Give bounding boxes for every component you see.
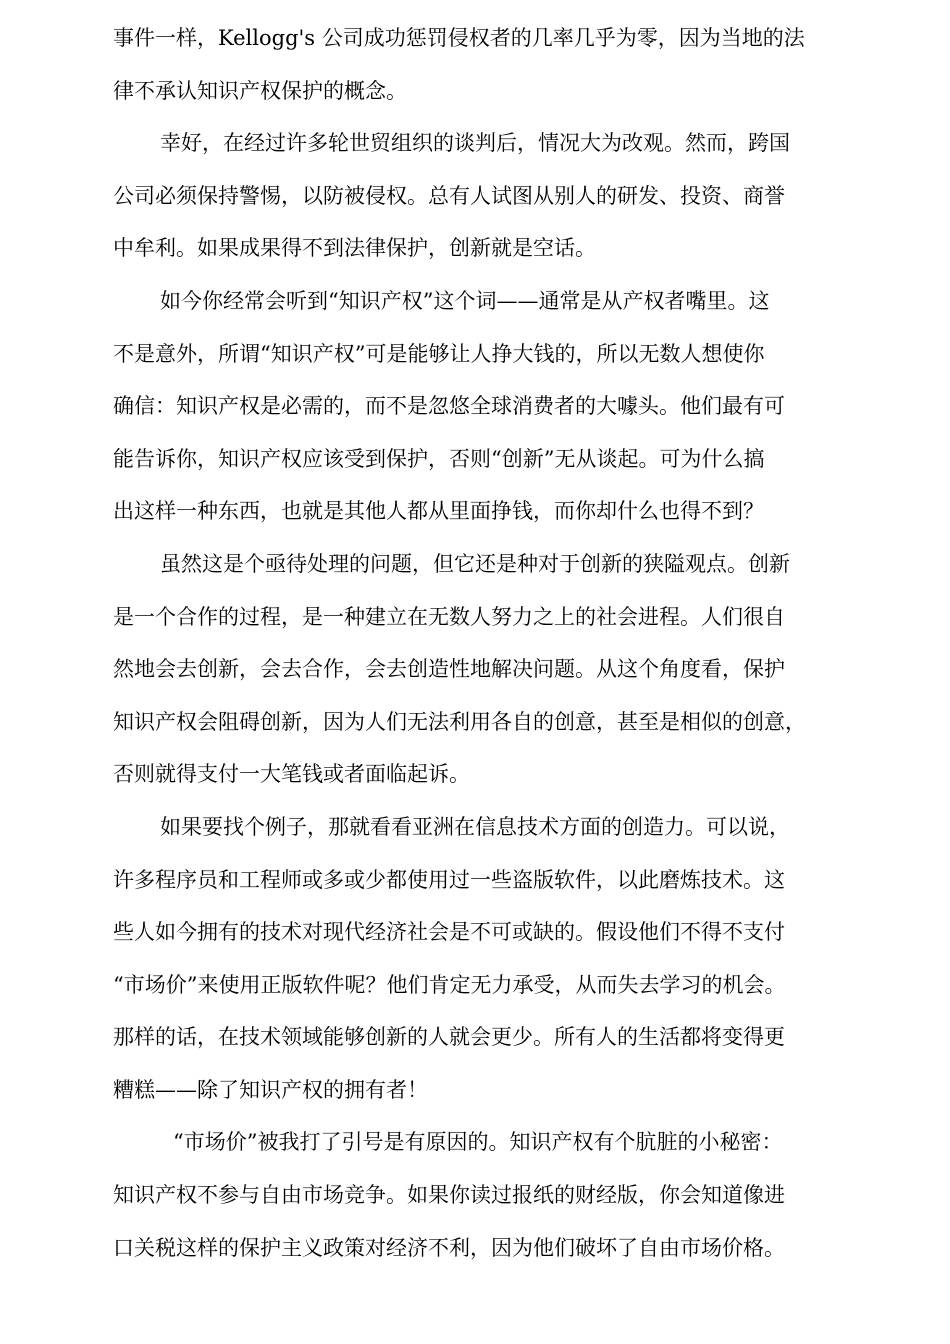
text-line: 律不承认知识产权保护的概念。: [113, 78, 407, 103]
text-line: 口关税这样的保护主义政策对经济不利，因为他们破坏了自由市场价格。: [113, 1235, 785, 1260]
text-line: 不是意外，所谓“知识产权”可是能够让人挣大钱的，所以无数人想使你: [113, 341, 765, 366]
text-line: 许多程序员和工程师或多或少都使用过一些盗版软件，以此磨炼技术。这: [113, 867, 785, 892]
text-line: 能告诉你，知识产权应该受到保护，否则“创新”无从谈起。可为什么搞: [113, 446, 765, 471]
text-line: 公司必须保持警惕，以防被侵权。总有人试图从别人的研发、投资、商誉: [113, 183, 785, 208]
text-line: 知识产权不参与自由市场竞争。如果你读过报纸的财经版，你会知道像进: [113, 1183, 785, 1208]
text-line: 中牟利。如果成果得不到法律保护，创新就是空话。: [113, 236, 596, 261]
text-line: “市场价”被我打了引号是有原因的。知识产权有个肮脏的小秘密：: [173, 1130, 783, 1155]
text-line: 否则就得支付一大笔钱或者面临起诉。: [113, 762, 470, 787]
text-line: 糟糕——除了知识产权的拥有者！: [113, 1077, 428, 1102]
text-line: 些人如今拥有的技术对现代经济社会是不可或缺的。假设他们不得不支付: [113, 920, 785, 945]
text-line: 事件一样，Kellogg's 公司成功惩罚侵权者的几率几乎为零，因为当地的法: [113, 26, 805, 50]
body-text: [113, 12, 853, 1274]
text-line: 知识产权会阻碍创新，因为人们无法利用各自的创意，甚至是相似的创意，: [113, 709, 806, 734]
text-line: 确信：知识产权是必需的，而不是忽悠全球消费者的大噱头。他们最有可: [113, 394, 785, 419]
text-line: 是一个合作的过程，是一种建立在无数人努力之上的社会进程。人们很自: [113, 604, 785, 629]
text-line: 那样的话，在技术领域能够创新的人就会更少。所有人的生活都将变得更: [113, 1025, 785, 1050]
text-line: 幸好，在经过许多轮世贸组织的谈判后，情况大为改观。然而，跨国: [160, 131, 790, 156]
text-line: 出这样一种东西，也就是其他人都从里面挣钱，而你却什么也得不到？: [113, 499, 764, 524]
text-line: 虽然这是个亟待处理的问题，但它还是种对于创新的狭隘观点。创新: [160, 551, 790, 576]
text-line: 然地会去创新，会去合作，会去创造性地解决问题。从这个角度看，保护: [113, 657, 785, 682]
text-line: “市场价”来使用正版软件呢？他们肯定无力承受，从而失去学习的机会。: [113, 972, 786, 997]
text-line: 如果要找个例子，那就看看亚洲在信息技术方面的创造力。可以说，: [160, 814, 790, 839]
text-line: 如今你经常会听到“知识产权”这个词——通常是从产权者嘴里。这: [160, 288, 770, 313]
